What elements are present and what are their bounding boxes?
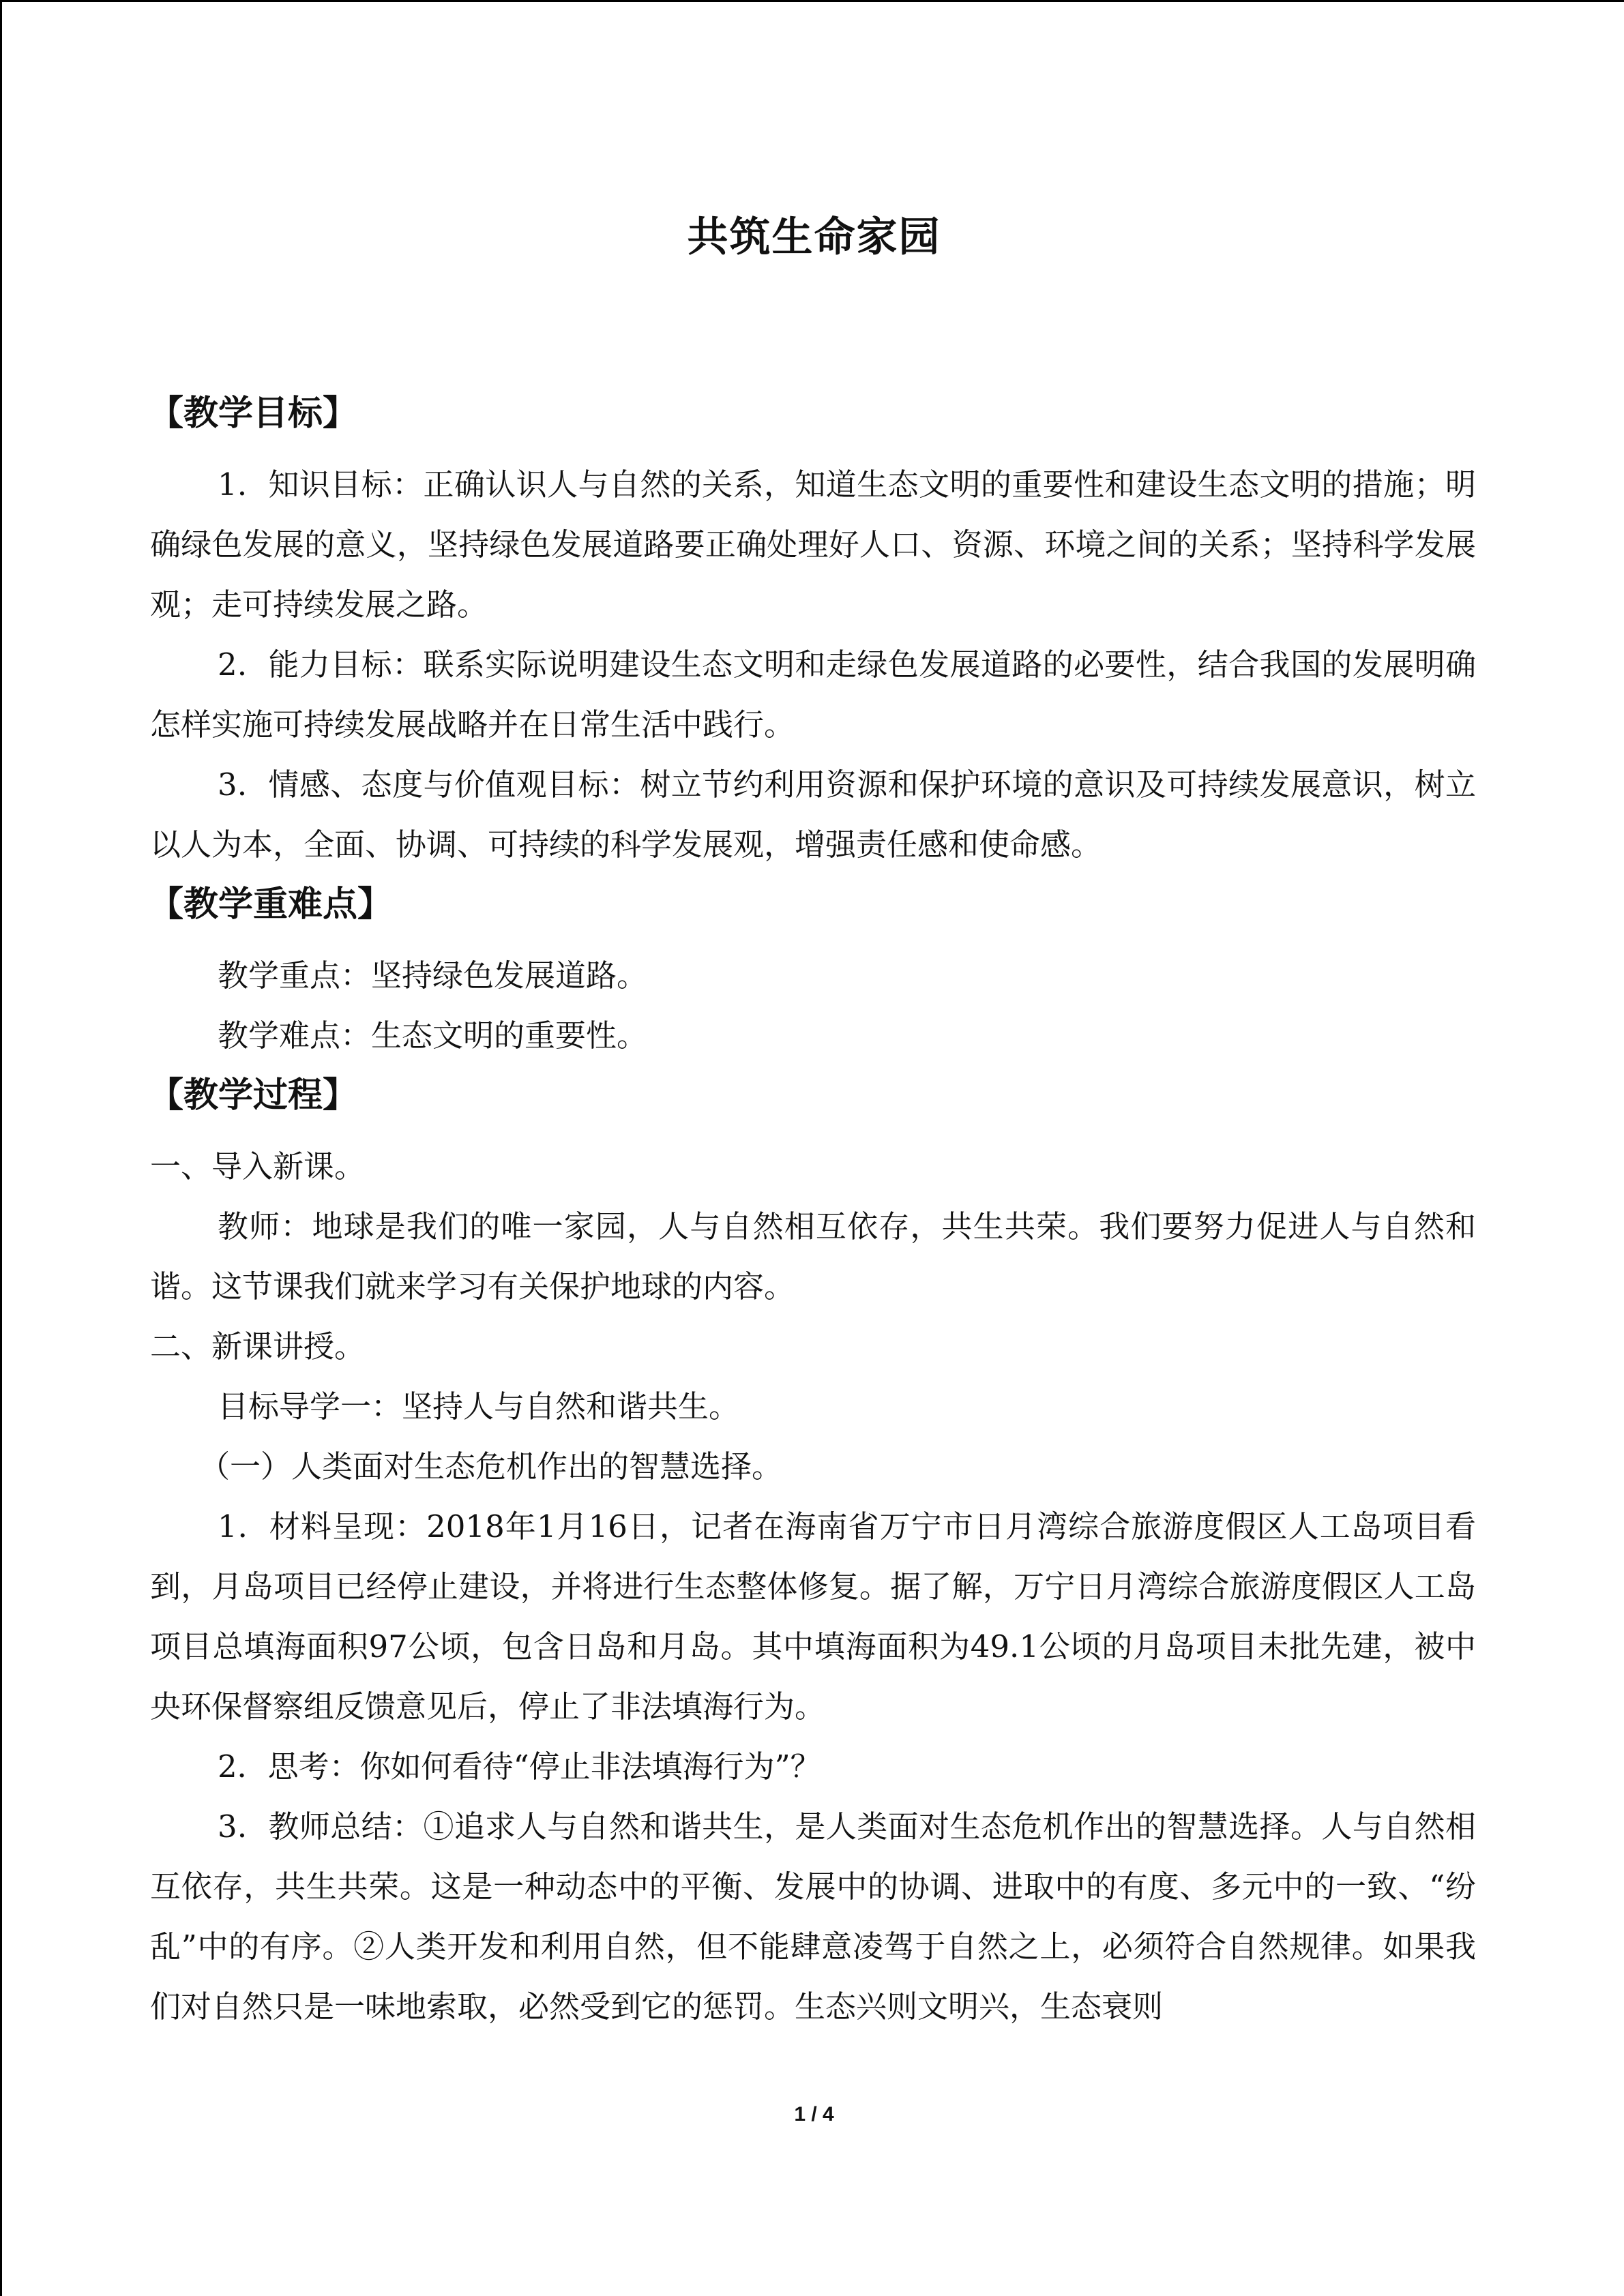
goal-line: 目标导学一：坚持人与自然和谐共生。 <box>218 1388 740 1425</box>
objectives-heading: 【教学目标】 <box>149 393 358 434</box>
objective-paragraph: 1．知识目标：正确认识人与自然的关系，知道生态文明的重要性和建设生态文明的措施；明确绿色发展的意义，坚持绿色发展道路要正确处理好人口、资源、环境之间的关系；坚持科学发展观；走可持续发展之路。 <box>150 466 1476 623</box>
keypoint-line: 教学重点：坚持绿色发展道路。 <box>218 957 648 994</box>
difficulty-line: 教学难点：生态文明的重要性。 <box>218 1017 648 1054</box>
think-paragraph: 2．思考：你如何看待“停止非法填海行为”？ <box>218 1748 821 1785</box>
objective-paragraph: 2．能力目标：联系实际说明建设生态文明和走绿色发展道路的必要性，结合我国的发展明确怎样实施可持续发展战略并在日常生活中践行。 <box>150 646 1476 743</box>
document-body <box>150 384 1476 2037</box>
page-number: 1 / 4 <box>794 2103 834 2126</box>
objective-paragraph: 3．情感、态度与价值观目标：树立节约利用资源和保护环境的意识及可持续发展意识，树立以人为本，全面、协调、可持续的科学发展观，增强责任感和使命感。 <box>150 766 1476 863</box>
intro-paragraph: 教师：地球是我们的唯一家园，人与自然相互依存，共生共荣。我们要努力促进人与自然和谐。这节课我们就来学习有关保护地球的内容。 <box>150 1208 1476 1304</box>
summary-paragraph: 3．教师总结：①追求人与自然和谐共生，是人类面对生态危机作出的智慧选择。人与自然相互依存，共生共荣。这是一种动态中的平衡、发展中的协调、进取中的有度、多元中的一致、“纷乱”中的有序。②人类开发和利用自然，但不能肆意凌驾于自然之上，必须符合自然规律。如果我们对自然只是一味地索取，必然受到它的惩罚。生态兴则文明兴，生态衰则 <box>150 1808 1476 2025</box>
step-heading: 二、新课讲授。 <box>150 1328 366 1365</box>
process-heading: 【教学过程】 <box>149 1075 358 1116</box>
subsection-line: （一）人类面对生态危机作出的智慧选择。 <box>199 1448 783 1485</box>
step-heading: 一、导入新课。 <box>150 1148 366 1184</box>
keypoints-heading: 【教学重难点】 <box>149 884 393 925</box>
page-title: 共筑生命家园 <box>687 213 941 261</box>
material-paragraph: 1．材料呈现：2018年1月16日，记者在海南省万宁市日月湾综合旅游度假区人工岛项目看到，月岛项目已经停止建设，并将进行生态整体修复。据了解，万宁日月湾综合旅游度假区人工岛项目总填海面积97公顷，包含日岛和月岛。其中填海面积为49.1公顷的月岛项目未批先建，被中央环保督察组反馈意见后，停止了非法填海行为。 <box>150 1508 1476 1725</box>
